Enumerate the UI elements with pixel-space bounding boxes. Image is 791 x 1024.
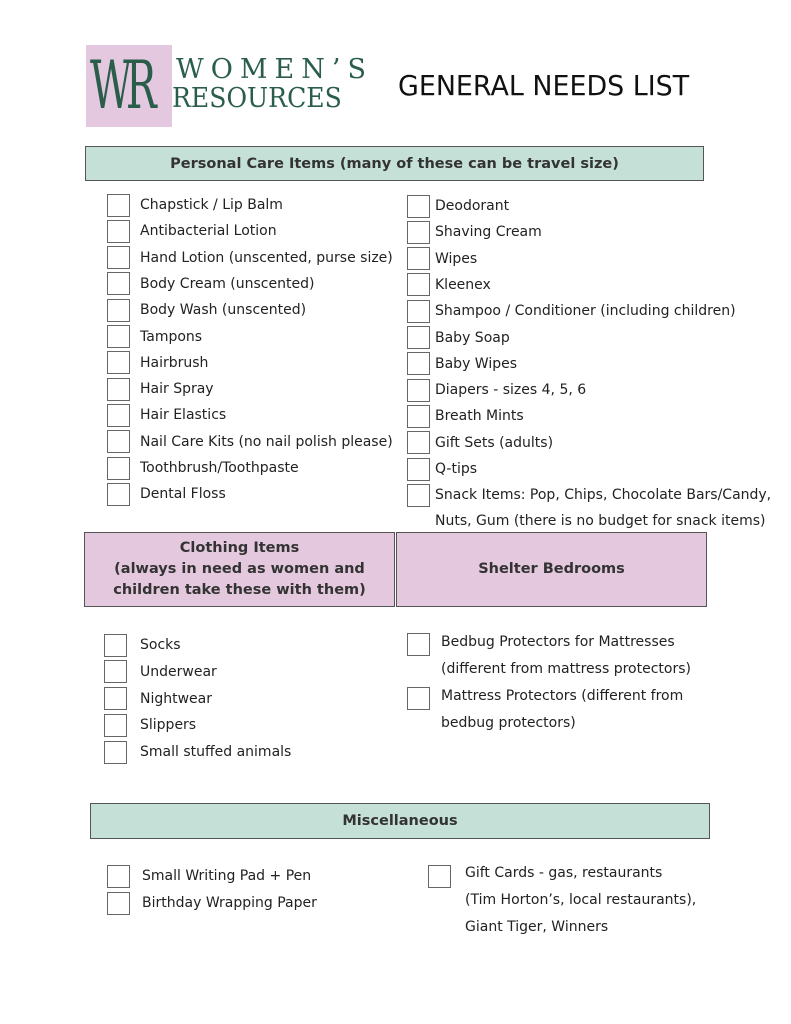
checkbox[interactable] bbox=[107, 457, 130, 480]
checklist-item[interactable] bbox=[407, 273, 430, 297]
checklist-item[interactable] bbox=[107, 403, 130, 427]
checkbox[interactable] bbox=[407, 221, 430, 244]
checklist-item[interactable] bbox=[407, 483, 430, 507]
checklist-item-label: Shampoo / Conditioner (including children) bbox=[435, 303, 736, 320]
checklist-item[interactable] bbox=[407, 431, 430, 455]
checklist-item-label: Wipes bbox=[435, 250, 478, 267]
checklist-item[interactable] bbox=[107, 456, 130, 480]
misc-item[interactable] bbox=[107, 864, 130, 888]
checklist-item-label: Toothbrush/Toothpaste bbox=[140, 460, 299, 476]
checklist-item-label: Q-tips bbox=[435, 461, 478, 477]
checklist-item[interactable] bbox=[407, 378, 430, 402]
checklist-item[interactable] bbox=[107, 246, 130, 270]
checkbox[interactable] bbox=[407, 405, 430, 428]
checklist-item[interactable] bbox=[107, 430, 130, 454]
checklist-item[interactable] bbox=[407, 194, 430, 218]
checklist-item-label: Kleenex bbox=[435, 276, 491, 293]
misc-item-label: Birthday Wrapping Paper bbox=[142, 895, 317, 911]
checklist-item-label: Nightwear bbox=[140, 690, 213, 707]
checklist-item-label: Hair Elastics bbox=[140, 407, 227, 424]
misc-item-label-cont: (Tim Horton’s, local restaurants), bbox=[465, 892, 697, 908]
checkbox[interactable] bbox=[107, 865, 130, 888]
checkbox[interactable] bbox=[407, 379, 430, 402]
checkbox[interactable] bbox=[107, 483, 130, 506]
checkbox[interactable] bbox=[107, 892, 130, 915]
checklist-item[interactable] bbox=[407, 352, 430, 376]
checklist-item-label: Diapers - sizes 4, 5, 6 bbox=[435, 382, 587, 399]
checklist-item-label: Antibacterial Lotion bbox=[140, 223, 277, 240]
checklist-item[interactable] bbox=[407, 220, 430, 244]
checkbox[interactable] bbox=[107, 194, 130, 217]
page-title: GENERAL NEEDS LIST bbox=[398, 69, 690, 102]
checklist-item[interactable] bbox=[107, 193, 130, 217]
checkbox[interactable] bbox=[428, 865, 451, 888]
checklist-item-label: Body Wash (unscented) bbox=[140, 302, 307, 319]
checkbox[interactable] bbox=[407, 273, 430, 296]
checklist-item[interactable] bbox=[107, 482, 130, 506]
snack-items-continuation: Nuts, Gum (there is no budget for snack items) bbox=[435, 513, 766, 529]
checklist-item[interactable] bbox=[104, 713, 127, 737]
misc-item[interactable] bbox=[107, 891, 130, 915]
checkbox[interactable] bbox=[407, 326, 430, 349]
checkbox[interactable] bbox=[407, 484, 430, 507]
checklist-item-label: Hand Lotion (unscented, purse size) bbox=[140, 249, 393, 266]
clothing-heading-line: (always in need as women and bbox=[114, 561, 365, 577]
checklist-item[interactable] bbox=[407, 247, 430, 271]
checklist-item[interactable] bbox=[104, 633, 127, 657]
checklist-item-label: Hair Spray bbox=[140, 381, 214, 398]
checklist-item-label: Tampons bbox=[140, 328, 203, 345]
checklist-item[interactable] bbox=[107, 377, 130, 401]
logo-monogram: WR bbox=[90, 47, 151, 124]
checklist-item-label: Shaving Cream bbox=[435, 224, 542, 241]
checklist-item-label: Gift Sets (adults) bbox=[435, 434, 554, 451]
checklist-item[interactable] bbox=[107, 272, 130, 296]
checklist-item-label: Baby Wipes bbox=[435, 355, 518, 372]
checkbox[interactable] bbox=[407, 195, 430, 218]
checkbox[interactable] bbox=[407, 633, 430, 656]
checkbox[interactable] bbox=[107, 378, 130, 401]
misc-item-label: Gift Cards - gas, restaurants bbox=[465, 865, 663, 881]
checkbox[interactable] bbox=[407, 687, 430, 710]
misc-item-label-cont: Giant Tiger, Winners bbox=[465, 919, 609, 935]
misc-item-label: Small Writing Pad + Pen bbox=[142, 868, 312, 884]
checklist-item-label: Small stuffed animals bbox=[140, 744, 292, 761]
checklist-item[interactable] bbox=[104, 740, 127, 764]
checkbox[interactable] bbox=[107, 325, 130, 348]
logo-line-1: WOMEN’S bbox=[176, 54, 373, 85]
shelter-heading-text: Shelter Bedrooms bbox=[478, 561, 625, 577]
checkbox[interactable] bbox=[107, 246, 130, 269]
checklist-item-label: Baby Soap bbox=[435, 329, 510, 346]
shelter-item-label: Bedbug Protectors for Mattresses bbox=[441, 634, 675, 650]
checkbox[interactable] bbox=[104, 687, 127, 710]
checkbox[interactable] bbox=[407, 247, 430, 270]
checkbox[interactable] bbox=[407, 352, 430, 375]
clothing-heading-line: Clothing Items bbox=[179, 540, 300, 556]
checklist-item-label: Dental Floss bbox=[140, 486, 226, 503]
checklist-item[interactable] bbox=[407, 299, 430, 323]
checkbox[interactable] bbox=[107, 404, 130, 427]
checkbox[interactable] bbox=[107, 272, 130, 295]
checklist-item[interactable] bbox=[107, 219, 130, 243]
checkbox[interactable] bbox=[407, 458, 430, 481]
checkbox[interactable] bbox=[407, 300, 430, 323]
checklist-item-label: Chapstick / Lip Balm bbox=[140, 197, 283, 213]
shelter-item-label-cont: bedbug protectors) bbox=[441, 715, 576, 731]
shelter-item-label: Mattress Protectors (different from bbox=[441, 688, 684, 704]
shelter-item[interactable] bbox=[407, 686, 430, 710]
misc-heading-text: Miscellaneous bbox=[342, 813, 458, 829]
shelter-item[interactable] bbox=[407, 632, 430, 656]
checkbox[interactable] bbox=[107, 430, 130, 453]
checkbox[interactable] bbox=[107, 351, 130, 374]
checklist-item-label: Underwear bbox=[140, 663, 217, 680]
personal-care-heading bbox=[85, 146, 704, 181]
shelter-heading bbox=[396, 532, 707, 607]
checklist-item-label: Body Cream (unscented) bbox=[140, 275, 315, 292]
checkbox[interactable] bbox=[104, 741, 127, 764]
checkbox[interactable] bbox=[104, 634, 127, 657]
checklist-item-label: Hairbrush bbox=[140, 354, 209, 371]
checkbox[interactable] bbox=[107, 220, 130, 243]
checkbox[interactable] bbox=[107, 299, 130, 322]
checklist-item[interactable] bbox=[104, 687, 127, 711]
logo-line-2: RESOURCES bbox=[172, 83, 342, 114]
checklist-item[interactable] bbox=[407, 457, 430, 481]
checklist-item-label: Socks bbox=[140, 637, 181, 653]
personal-care-heading-text: Personal Care Items (many of these can be travel size) bbox=[170, 155, 619, 172]
checkbox[interactable] bbox=[407, 431, 430, 454]
shelter-item-label-cont: (different from mattress protectors) bbox=[441, 661, 691, 677]
checklist-item[interactable] bbox=[407, 326, 430, 350]
clothing-heading-line: children take these with them) bbox=[113, 582, 366, 598]
misc-heading bbox=[90, 803, 710, 839]
checklist-item-label: Nail Care Kits (no nail polish please) bbox=[140, 433, 393, 450]
checklist-item[interactable] bbox=[107, 298, 130, 322]
checkbox[interactable] bbox=[104, 714, 127, 737]
checklist-item-label: Breath Mints bbox=[435, 408, 524, 425]
checkbox[interactable] bbox=[104, 660, 127, 683]
checklist-item-label: Snack Items: Pop, Chips, Chocolate Bars/Candy, bbox=[435, 487, 772, 504]
checklist-item-label: Slippers bbox=[140, 717, 197, 734]
checklist-item[interactable] bbox=[107, 325, 130, 349]
checklist-item[interactable] bbox=[107, 351, 130, 375]
checklist-item[interactable] bbox=[407, 404, 430, 428]
checklist-item[interactable] bbox=[104, 660, 127, 684]
clothing-heading bbox=[84, 532, 395, 607]
misc-item[interactable] bbox=[428, 864, 451, 888]
checklist-item-label: Deodorant bbox=[435, 198, 510, 214]
